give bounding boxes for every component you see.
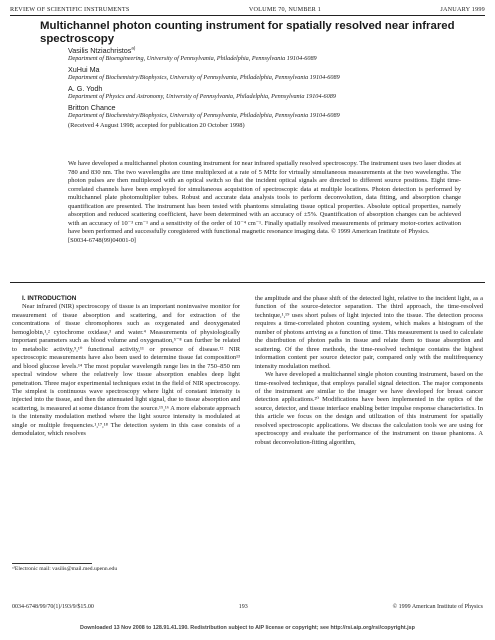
left-column	[12, 295, 240, 439]
page-footer	[12, 604, 483, 610]
issue-date: JANUARY 1999	[440, 6, 485, 13]
article-code: [S0034-6748(99)04001-0]	[68, 236, 136, 244]
footnote-rule	[12, 563, 92, 564]
abstract-text: We have developed a multichannel photon counting instrument for near infrared spatially resolved spectroscopy. The instrument uses two laser diodes at 780 and 830 nm. The two wavelengths are time multiplexed at a rate of 5 MHz for virtually simultaneous measurements at the two wavelengths. The photon pulses are then multiplexed with an optical switch so that the incident optical signals are directed to different source positions. Eight time-correlated channels have been employed for simultaneous acquisition of spectroscopic data at multiple locations. Photon detection is performed by multichannel plate photomultiplier tubes. Robust and accurate data analysis tools to perform deconvolution, data fitting, and absorption change quantification are presented. The instrument has been tested with phantoms simulating tissue optical properties. Absolute optical properties, namely absorption and reduced scattering coefficient, have been determined with an accuracy of ±5%. Quantification of absorption changes can be achieved with an accuracy of 10⁻³ cm⁻¹ and a sensitivity of the order of 10⁻⁴ cm⁻¹. Finally spatially resolved measurements of primary motor-cortex activation have been performed and successfully coregistered with functional magnetic resonance imaging data. © 1999 American Institute of Physics.	[68, 160, 461, 235]
header-rule	[10, 15, 485, 16]
author-affiliation: Department of Physics and Astronomy, University of Pennsylvania, Philadelphia, Pennsylvania 19104-6089	[68, 93, 336, 100]
author-entry	[68, 84, 488, 101]
footnote: ᵃ⁾Electronic mail: vasilis@mail.med.upenn.edu	[12, 566, 118, 572]
received-dates: (Received 4 August 1998; accepted for publication 20 October 1998)	[68, 122, 245, 129]
author-affiliation: Department of Biochemistry/Biophysics, University of Pennsylvania, Philadelphia, Pennsylvania 19104-6089	[68, 112, 340, 119]
author-name: XuHui Ma	[68, 65, 100, 74]
section-heading: I. INTRODUCTION	[22, 295, 77, 302]
journal-name: REVIEW OF SCIENTIFIC INSTRUMENTS	[10, 6, 130, 13]
author-name: A. G. Yodh	[68, 84, 103, 93]
intro-paragraph-continued: the amplitude and the phase shift of the detected light, relative to the incident light, as a function of the source-detector separation. The third approach, the time-resolved technique,¹,¹⁹ uses short pulses of light injected into the tissue. The detection process requires a time-correlated photon counting system, which makes a histogram of the number of photons arriving as a function of time. This measurement is used to calculate the distribution of photon paths in tissue and relate them to tissue absorption and scattering. Of the three methods, the time-resolved technique contains the highest information content per source detector pair, compared only with the multifrequency intensity modulation method.	[255, 295, 483, 370]
author-name: Vasilis Ntziachristos	[68, 46, 132, 55]
author-affiliation: Department of Bioengineering, University of Pennsylvania, Philadelphia, Pennsylvania 19104-6089	[68, 55, 317, 62]
running-header	[10, 6, 485, 13]
article-id: 0034-6748/99/70(1)/193/9/$15.00	[12, 604, 94, 610]
intro-paragraph: We have developed a multichannel single photon counting instrument, based on the time-resolved technique, that employs parallel signal detection. The major components of the instrument are similar to the imager we have developed for breast cancer detection applications.²⁰ Modifications have been implemented in the optics of the source, detector, and tissue interface enabling better impulse response characteristics. In this article we focus on the design and utilization of this instrument for spatially resolved spectroscopic applications. We discuss the calculation tools we are using for spectroscopy and evaluate the performance of the instrument on tissue phantoms. A robust deconvolution-fitting algorithm,	[255, 371, 483, 446]
volume-number: VOLUME 70, NUMBER 1	[248, 6, 322, 13]
author-entry	[68, 65, 488, 82]
abstract	[68, 160, 461, 245]
copyright: © 1999 American Institute of Physics	[392, 604, 483, 610]
author-entry	[68, 103, 488, 120]
paper-title: Multichannel photon counting instrument for spatially resolved near infrared spectroscopy	[40, 20, 455, 46]
author-list	[68, 46, 488, 130]
author-entry	[68, 46, 488, 63]
page-number: 193	[238, 604, 248, 610]
author-name: Britton Chance	[68, 103, 116, 112]
intro-paragraph: Near infrared (NIR) spectroscopy of tissue is an important noninvasive monitor for measurement of tissue absorption and scattering, and for extraction of the concentrations of tissue chromophores such as oxygenated and deoxygenated hemoglobin,¹,² cytochrome oxidase,³ and water.⁴ Measurements of physiologically important parameters such as blood volume and oxygenation,⁵⁻⁸ can further be related to metabolic activity,⁹,¹⁰ functional activity,¹¹ or presence of disease.¹² NIR spectroscopic measurements have also been used to determine tissue fat composition¹³ and blood glucose levels.¹⁴ The most popular wavelength range lies in the 750–850 nm spectral window where the relatively low tissue absorption enables deep light penetration. Three major experimental techniques exist in the field of NIR spectroscopy. The simplest is continuous wave spectroscopy where light of constant intensity is injected into the tissue, and then the attenuated light signal, due to tissue absorption and scattering, is measured at some distance from the source.¹⁵,¹⁶ A more elaborate approach is the intensity modulation method where the light source intensity is modulated at single or multiple frequencies.¹,¹⁷,¹⁸ The detection system in this case consists of a demodulator, which resolves	[12, 303, 240, 438]
right-column	[255, 295, 483, 447]
section-rule	[10, 282, 485, 283]
author-affiliation: Department of Biochemistry/Biophysics, University of Pennsylvania, Philadelphia, Pennsylvania 19104-6089	[68, 74, 340, 81]
author-footnote-mark: a)	[131, 45, 136, 51]
download-notice: Downloaded 13 Nov 2008 to 128.91.41.190. Redistribution subject to AIP license or copyright; see http://rsi.aip.org/rsi/copyright.jsp	[80, 625, 415, 631]
